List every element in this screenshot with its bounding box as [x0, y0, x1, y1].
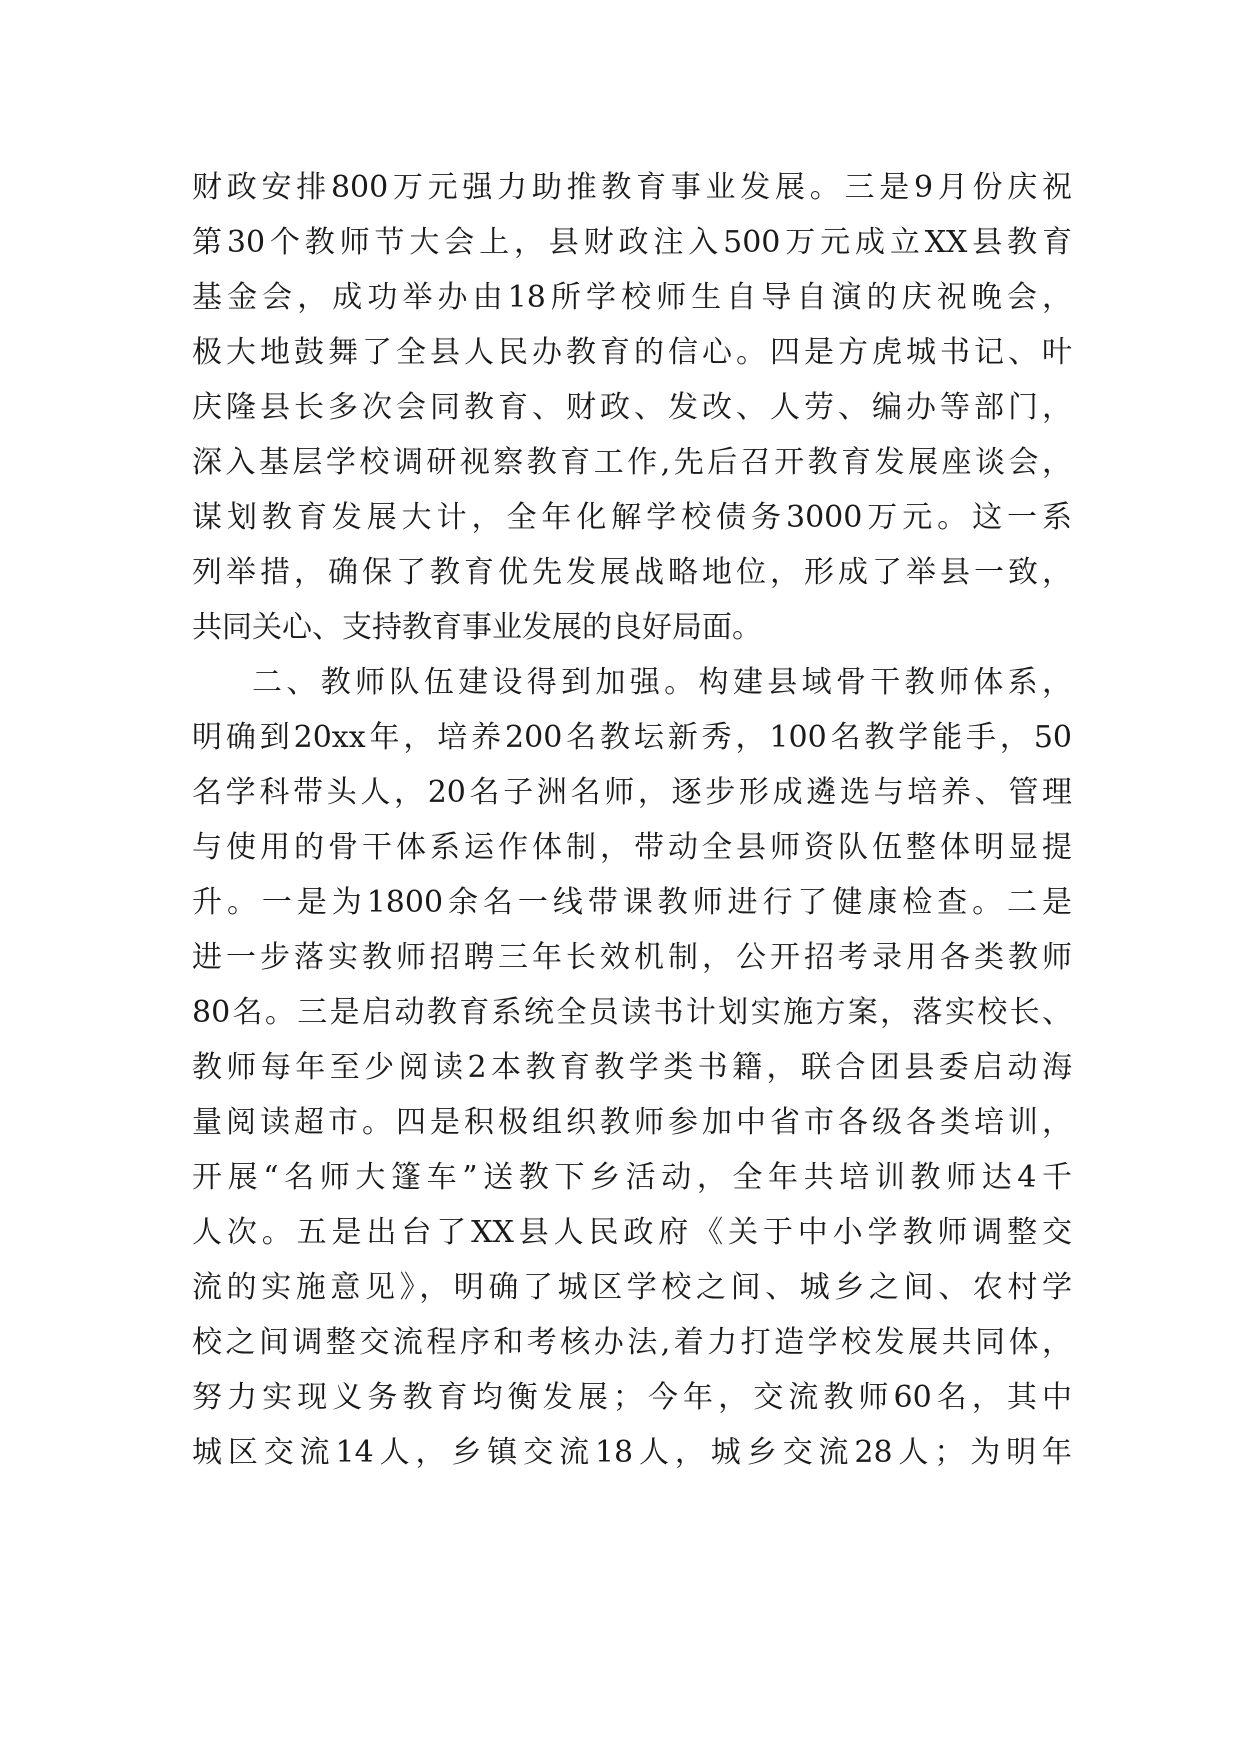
text-line: 城区交流14人，乡镇交流18人，城乡交流28人；为明年 — [192, 1435, 1072, 1470]
text-line: 80名。三是启动教育系统全员读书计划实施方案，落实校长、 — [192, 995, 1072, 1030]
text-line: 名学科带头人，20名子洲名师，逐步形成遴选与培养、管理 — [192, 775, 1072, 810]
text-line: 人次。五是出台了XX县人民政府《关于中小学教师调整交 — [192, 1215, 1072, 1250]
text-line: 谋划教育发展大计，全年化解学校债务3000万元。这一系 — [192, 500, 1072, 535]
text-line: 与使用的骨干体系运作体制，带动全县师资队伍整体明显提 — [192, 830, 1072, 865]
text-line: 极大地鼓舞了全县人民办教育的信心。四是方虎城书记、叶 — [192, 335, 1072, 370]
text-line: 列举措，确保了教育优先发展战略地位，形成了举县一致， — [192, 555, 1072, 590]
text-line: 流的实施意见》，明确了城区学校之间、城乡之间、农村学 — [192, 1270, 1072, 1305]
text-line: 教师每年至少阅读2本教育教学类书籍，联合团县委启动海 — [192, 1050, 1072, 1085]
text-line: 庆隆县长多次会同教育、财政、发改、人劳、编办等部门， — [192, 390, 1072, 425]
section-heading-line: 二、教师队伍建设得到加强。构建县域骨干教师体系， — [252, 665, 1072, 700]
text-line: 努力实现义务教育均衡发展；今年，交流教师60名，其中 — [192, 1380, 1072, 1415]
text-line: 第30个教师节大会上，县财政注入500万元成立XX县教育 — [192, 225, 1072, 260]
text-line: 明确到20xx年，培养200名教坛新秀，100名教学能手，50 — [192, 720, 1072, 755]
text-line: 升。一是为1800余名一线带课教师进行了健康检查。二是 — [192, 885, 1072, 920]
text-line: 开展“名师大篷车”送教下乡活动，全年共培训教师达4千 — [192, 1160, 1072, 1195]
text-line: 进一步落实教师招聘三年长效机制，公开招考录用各类教师 — [192, 940, 1072, 975]
text-line: 量阅读超市。四是积极组织教师参加中省市各级各类培训， — [192, 1105, 1072, 1140]
body-text — [192, 160, 1072, 1480]
text-line: 校之间调整交流程序和考核办法,着力打造学校发展共同体， — [192, 1325, 1072, 1360]
text-line: 基金会，成功举办由18所学校师生自导自演的庆祝晚会， — [192, 280, 1072, 315]
text-line: 财政安排800万元强力助推教育事业发展。三是9月份庆祝 — [192, 170, 1072, 205]
paragraph-last-line: 共同关心、支持教育事业发展的良好局面。 — [192, 610, 762, 645]
text-line: 深入基层学校调研视察教育工作,先后召开教育发展座谈会， — [192, 445, 1072, 480]
